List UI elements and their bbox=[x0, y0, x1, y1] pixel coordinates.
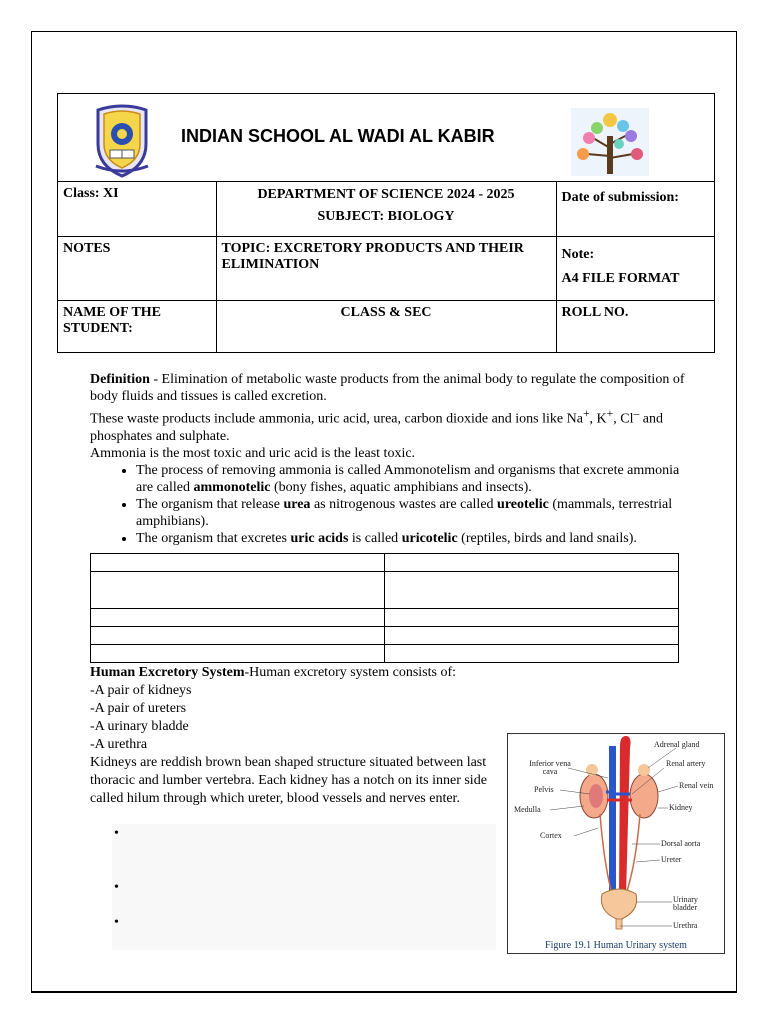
empty-bullet: • bbox=[114, 880, 119, 895]
class-sec-label: CLASS & SEC bbox=[216, 301, 556, 353]
table-cell bbox=[385, 627, 679, 645]
list-item: -A urethra bbox=[90, 737, 148, 752]
kidney-pelvis-shape bbox=[589, 784, 603, 808]
label-urethra: Urethra bbox=[673, 921, 698, 930]
adrenal-right-shape bbox=[638, 764, 650, 776]
header-info-table bbox=[58, 181, 714, 353]
bullet3-mid: is called bbox=[348, 530, 402, 546]
urethra-shape bbox=[616, 919, 622, 929]
k-charge: + bbox=[606, 407, 614, 420]
notes-body bbox=[90, 371, 690, 547]
blank-bullet-area bbox=[112, 824, 496, 950]
bullet2-text: The organism that release bbox=[136, 496, 284, 512]
list-item: -A pair of kidneys bbox=[90, 683, 192, 698]
school-name: INDIAN SCHOOL AL WADI AL KABIR bbox=[181, 126, 495, 146]
excretory-system-section bbox=[90, 664, 500, 808]
empty-bullet: • bbox=[114, 915, 119, 930]
blank-table bbox=[90, 553, 679, 663]
bullet1-term: ammonotelic bbox=[193, 479, 271, 495]
bullet3-tail: (reptiles, birds and land snails). bbox=[457, 530, 637, 546]
label-dorsal-aorta: Dorsal aorta bbox=[661, 839, 701, 848]
subject-title: SUBJECT: BIOLOGY bbox=[317, 209, 455, 224]
label-renal-vein: Renal vein bbox=[679, 781, 714, 790]
kidney-paragraph: Kidneys are reddish brown bean shaped structure situated between last thoracic and lumber vertebra. Each kidney has a notch on its inner side called hilum through which ureter, blood vessels and nerves enter. bbox=[90, 755, 487, 806]
bladder-shape bbox=[601, 889, 636, 920]
na-charge: + bbox=[582, 407, 590, 420]
header-table bbox=[57, 93, 715, 353]
urinary-system-figure bbox=[507, 733, 725, 954]
bullet1-tail: (bony fishes, aquatic amphibians and insects). bbox=[270, 479, 532, 495]
list-item: -A urinary bladde bbox=[90, 719, 189, 734]
label-inferior-vena-cava: Inferior vena cava bbox=[529, 759, 571, 776]
bullet3-text: The organism that excretes bbox=[136, 530, 291, 546]
table-cell bbox=[91, 572, 385, 609]
topic-cell: TOPIC: EXCRETORY PRODUCTS AND THEIR ELIMINATION bbox=[216, 237, 556, 301]
notes-cell: NOTES bbox=[58, 237, 216, 301]
bullet3-uric: uric acids bbox=[290, 530, 349, 546]
table-cell bbox=[91, 609, 385, 627]
note-label: Note: bbox=[561, 247, 595, 262]
department-title: DEPARTMENT OF SCIENCE 2024 - 2025 bbox=[257, 187, 515, 202]
label-cortex: Cortex bbox=[540, 831, 562, 840]
waste-k: , K bbox=[589, 411, 607, 427]
definition-term: Definition bbox=[90, 372, 150, 387]
definition-paragraph bbox=[90, 371, 690, 405]
figure-caption: Figure 19.1 Human Urinary system bbox=[545, 940, 687, 951]
table-cell bbox=[91, 645, 385, 663]
list-item: -A pair of ureters bbox=[90, 701, 187, 716]
label-kidney: Kidney bbox=[669, 803, 693, 812]
vena-cava-shape bbox=[609, 746, 616, 896]
excretory-heading-tail: -Human excretory system consists of: bbox=[244, 665, 457, 680]
bullet2-urea: urea bbox=[283, 496, 311, 512]
label-renal-artery: Renal artery bbox=[666, 759, 706, 768]
label-urinary-bladder: Urinary bladder bbox=[673, 895, 698, 912]
toxicity-paragraph: Ammonia is the most toxic and uric acid is the least toxic. bbox=[90, 445, 416, 461]
list-item bbox=[136, 530, 690, 547]
note-cell bbox=[556, 237, 714, 301]
waste-products-paragraph bbox=[90, 405, 690, 445]
header-title-row bbox=[58, 94, 714, 181]
nitrogen-waste-list bbox=[90, 462, 690, 547]
date-of-submission: Date of submission: bbox=[556, 182, 714, 237]
ureter-right-shape bbox=[626, 814, 640, 894]
cl-charge: – bbox=[633, 407, 640, 420]
label-pelvis: Pelvis bbox=[534, 785, 554, 794]
bullet1-text: The process of removing ammonia is called Ammonotelism and organisms that excrete ammonia are called bbox=[136, 462, 680, 495]
definition-text: - Elimination of metabolic waste products from the animal body to regulate the composition of body fluids and tissues is called excretion. bbox=[90, 372, 685, 404]
excretory-heading-term: Human Excretory System bbox=[90, 665, 245, 680]
department-cell bbox=[216, 182, 556, 237]
bullet3-term: uricotelic bbox=[401, 530, 458, 546]
table-cell bbox=[385, 609, 679, 627]
aorta-shape bbox=[619, 736, 631, 896]
bullet2-term: ureotelic bbox=[497, 496, 549, 512]
student-name-label: NAME OF THE STUDENT: bbox=[58, 301, 216, 353]
table-cell bbox=[91, 627, 385, 645]
school-logo bbox=[90, 104, 154, 178]
table-cell bbox=[385, 645, 679, 663]
list-item bbox=[136, 496, 690, 530]
bullet2-mid: as nitrogenous wastes are called bbox=[310, 496, 498, 512]
label-ureter: Ureter bbox=[661, 855, 682, 864]
waste-text: These waste products include ammonia, uric acid, urea, carbon dioxide and ions like Na bbox=[90, 411, 583, 427]
table-cell bbox=[91, 554, 385, 572]
table-cell bbox=[385, 554, 679, 572]
bullet2-tail: (mammals, terrestrial amphibians). bbox=[136, 496, 673, 529]
label-medulla: Medulla bbox=[514, 805, 541, 814]
roll-no-label: ROLL NO. bbox=[556, 301, 714, 353]
table-cell bbox=[385, 572, 679, 609]
waste-cl: , Cl bbox=[613, 411, 634, 427]
right-kidney-shape bbox=[630, 774, 658, 818]
tree-logo bbox=[571, 108, 649, 176]
empty-bullet: • bbox=[114, 826, 119, 841]
note-value: A4 FILE FORMAT bbox=[561, 271, 680, 286]
excretory-heading bbox=[90, 664, 500, 682]
class-cell: Class: XI bbox=[58, 182, 216, 237]
waste-tail: and phosphates and sulphate. bbox=[90, 411, 664, 444]
list-item bbox=[136, 462, 690, 496]
label-adrenal-gland: Adrenal gland bbox=[654, 740, 700, 749]
